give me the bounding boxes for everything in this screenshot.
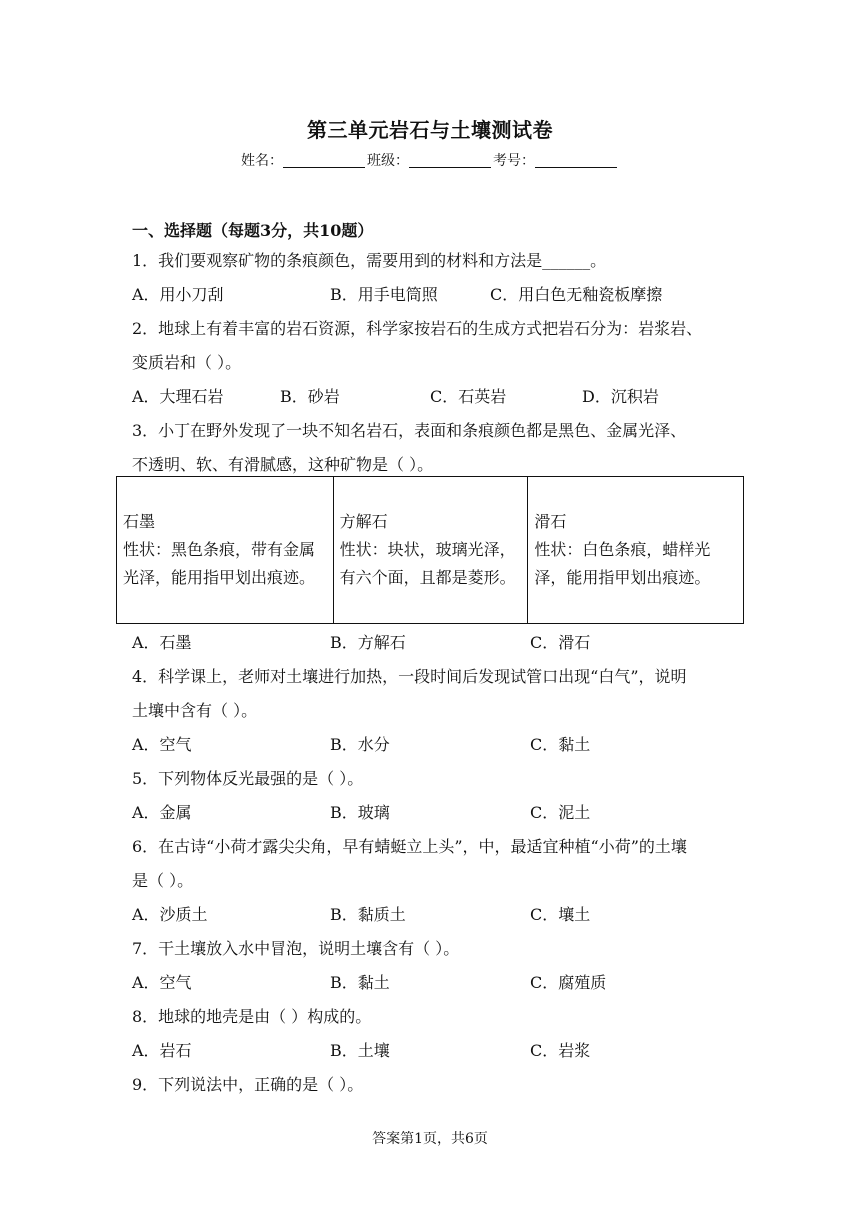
question-9-text: 9．下列说法中，正确的是（ ）。: [132, 1075, 364, 1094]
question-4-option-b: B．水分: [330, 735, 390, 754]
page-footer: 答案第1页，共6页: [372, 1131, 488, 1147]
question-8-option-c: C．岩浆: [530, 1041, 591, 1060]
question-5-option-b: B．玻璃: [330, 803, 390, 822]
question-2-option-b: B．砂岩: [280, 387, 340, 406]
question-3-option-b: B．方解石: [330, 633, 406, 652]
question-1-option-c: C．用白色无釉瓷板摩擦: [490, 285, 663, 304]
question-3-option-a: A．石墨: [132, 633, 192, 652]
question-4-text-line2: 土壤中含有（ ）。: [132, 701, 258, 720]
mineral-name: 方解石: [339, 512, 388, 531]
question-2-option-a: A．大理石岩: [132, 387, 224, 406]
mineral-table: [116, 476, 744, 624]
question-3-option-c: C．滑石: [530, 633, 591, 652]
question-4-text-line1: 4．科学课上，老师对土壤进行加热，一段时间后发现试管口出现“白气”，说明: [132, 667, 687, 686]
question-6-option-c: C．壤土: [530, 905, 591, 924]
section-heading: 一、选择题（每题3分，共10题）: [132, 221, 374, 240]
question-7-option-a: A．空气: [132, 973, 192, 992]
class-label: 班级：: [367, 153, 409, 169]
student-info-line: [0, 150, 860, 170]
question-5-option-c: C．泥土: [530, 803, 591, 822]
number-blank[interactable]: [535, 153, 617, 168]
question-7-option-c: C．腐殖质: [530, 973, 607, 992]
question-8-option-b: B．土壤: [330, 1041, 390, 1060]
question-2-text-line1: 2．地球上有着丰富的岩石资源，科学家按岩石的生成方式把岩石分为：岩浆岩、: [132, 319, 703, 338]
question-2-option-d: D．沉积岩: [582, 387, 659, 406]
question-1-option-a: A．用小刀刮: [132, 285, 224, 304]
name-blank[interactable]: [283, 153, 365, 168]
question-4-option-c: C．黏土: [530, 735, 591, 754]
mineral-cell-calcite: [333, 477, 528, 624]
question-7-option-b: B．黏土: [330, 973, 390, 992]
page-title: 第三单元岩石与土壤测试卷: [307, 118, 553, 142]
class-blank[interactable]: [409, 153, 491, 168]
question-5-text: 5．下列物体反光最强的是（ ）。: [132, 769, 364, 788]
question-7-text: 7．干土壤放入水中冒泡，说明土壤含有（ ）。: [132, 939, 460, 958]
question-6-option-b: B．黏质土: [330, 905, 406, 924]
question-2-text-line2: 变质岩和（ ）。: [132, 353, 242, 372]
question-6-text-line1: 6．在古诗“小荷才露尖尖角，早有蜻蜓立上头”，中，最适宜种植“小荷”的土壤: [132, 837, 687, 856]
question-4-option-a: A．空气: [132, 735, 192, 754]
question-8-option-a: A．岩石: [132, 1041, 192, 1060]
question-1-option-b: B．用手电筒照: [330, 285, 438, 304]
mineral-description: 性状：白色条痕，蜡样光泽，能用指甲划出痕迹。: [534, 540, 711, 587]
question-3-text-line1: 3．小丁在野外发现了一块不知名岩石，表面和条痕颜色都是黑色、金属光泽、: [132, 421, 687, 440]
question-2-option-c: C．石英岩: [430, 387, 507, 406]
mineral-name: 石墨: [123, 512, 156, 531]
mineral-name: 滑石: [534, 512, 567, 531]
question-5-option-a: A．金属: [132, 803, 192, 822]
question-8-text: 8．地球的地壳是由（ ）构成的。: [132, 1007, 372, 1026]
name-label: 姓名：: [241, 153, 283, 169]
mineral-cell-graphite: [117, 477, 334, 624]
mineral-cell-talc: [528, 477, 744, 624]
question-6-text-line2: 是（ ）。: [132, 871, 194, 890]
mineral-table-row: [117, 477, 744, 624]
question-3-text-line2: 不透明、软、有滑腻感，这种矿物是（ ）。: [132, 455, 434, 474]
question-6-option-a: A．沙质土: [132, 905, 208, 924]
mineral-description: 性状：块状，玻璃光泽，有六个面，且都是菱形。: [339, 540, 516, 587]
number-label: 考号：: [493, 153, 535, 169]
question-1-text: 1．我们要观察矿物的条痕颜色，需要用到的材料和方法是______。: [132, 251, 607, 270]
mineral-description: 性状：黑色条痕，带有金属光泽，能用指甲划出痕迹。: [123, 540, 316, 587]
